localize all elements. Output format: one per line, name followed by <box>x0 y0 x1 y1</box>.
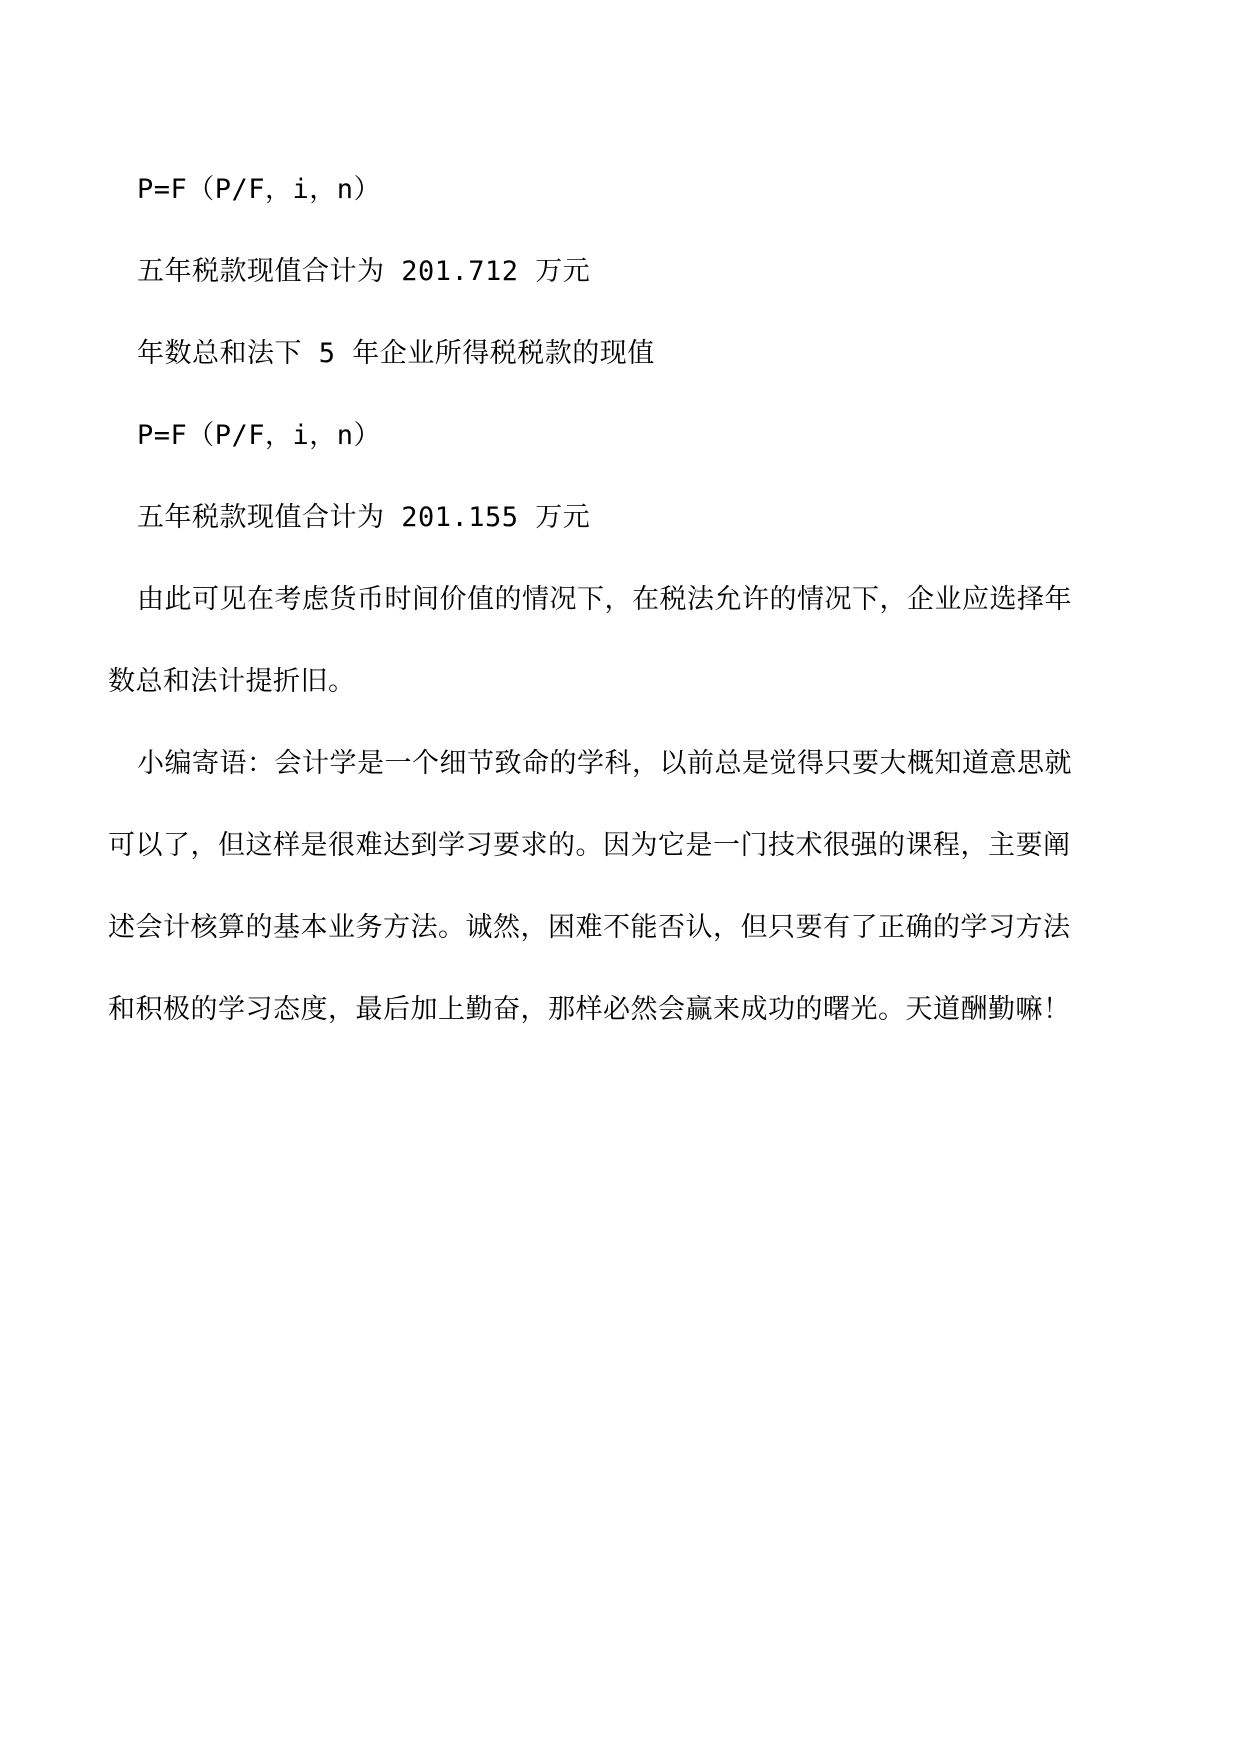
editor-note-line-4: 和积极的学习态度，最后加上勤奋，那样必然会赢来成功的曙光。天道酬勤嘛！ <box>108 994 1071 1025</box>
sum-of-years-heading: 年数总和法下 5 年企业所得税税款的现值 <box>137 338 655 369</box>
conclusion-line-2: 数总和法计提折旧。 <box>108 666 356 697</box>
formula-line-2: P=F（P/F，i，n） <box>137 420 382 451</box>
formula-line-1: P=F（P/F，i，n） <box>137 174 382 205</box>
conclusion-line-1: 由此可见在考虑货币时间价值的情况下，在税法允许的情况下，企业应选择年 <box>137 584 1072 615</box>
present-value-total-1: 五年税款现值合计为 201.712 万元 <box>137 256 591 287</box>
editor-note-line-2: 可以了，但这样是很难达到学习要求的。因为它是一门技术很强的课程，主要阐 <box>108 830 1071 861</box>
present-value-total-2: 五年税款现值合计为 201.155 万元 <box>137 502 591 533</box>
editor-note-line-3: 述会计核算的基本业务方法。诚然，困难不能否认，但只要有了正确的学习方法 <box>108 912 1071 943</box>
editor-note-line-1: 小编寄语：会计学是一个细节致命的学科，以前总是觉得只要大概知道意思就 <box>137 748 1072 779</box>
